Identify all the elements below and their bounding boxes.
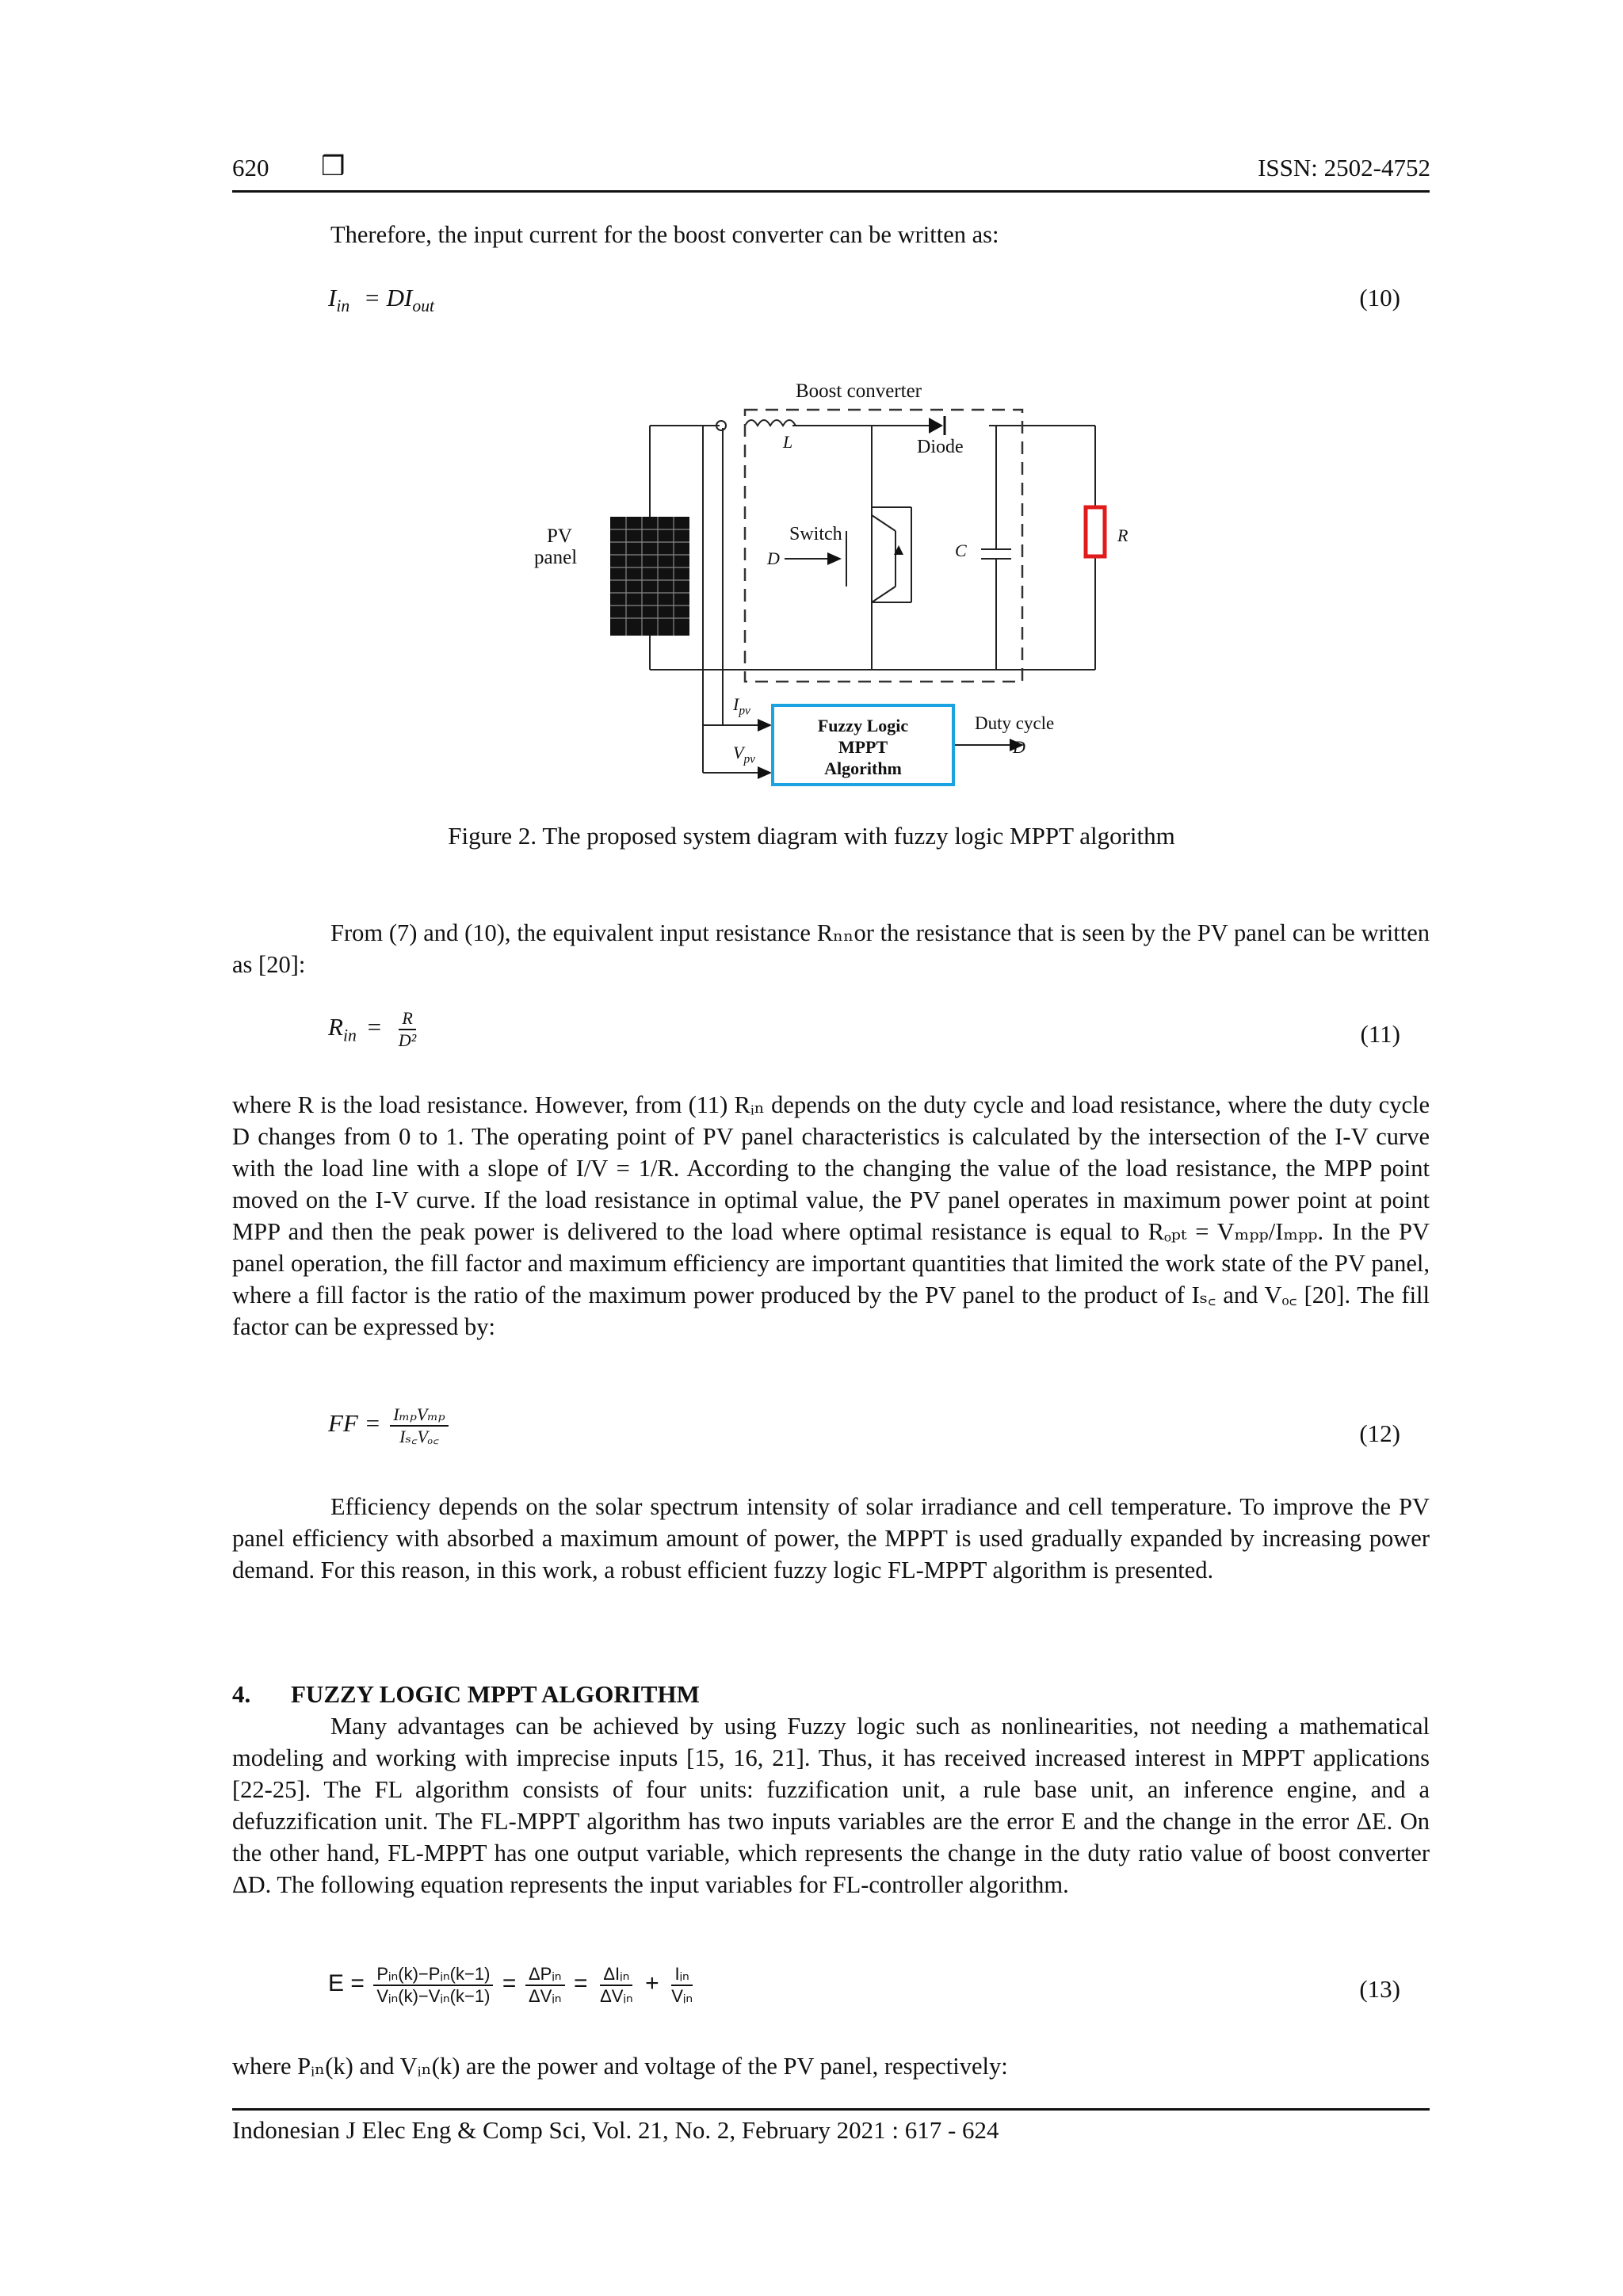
boost-converter-label: Boost converter <box>796 380 922 402</box>
section-title: FUZZY LOGIC MPPT ALGORITHM <box>291 1680 700 1708</box>
paragraph-rin: From (7) and (10), the equivalent input resistance Rₙₙor the resistance that is seen by the PV panel can be written as [20]: <box>232 919 1430 978</box>
figure-caption: Figure 2. The proposed system diagram with fuzzy logic MPPT algorithm <box>448 822 1175 850</box>
equation-11: $R_{in}$ = $\frac{R}{\text{D²}}$ <box>328 1008 417 1050</box>
pv-label: PV <box>547 525 572 547</box>
intro-line: Therefore, the input current for the boost converter can be written as: <box>330 221 999 248</box>
paragraph-main: where R is the load resistance. However, from (11) Rᵢₙ depends on the duty cycle and load resistance, where the duty cycle D changes from 0 to 1. The operating point of PV panel characteristics is calculated by the intersection of the I-V curve with the load line with a slope of I/V = 1/R. According to the changing the value of the load resistance, the MPP point moved on the I-V curve. If the load resistance in optimal value, the PV panel operates in maximum power point at point MPP and then the peak power is delivered to the load where optimal resistance is equal to Rₒₚₜ = Vₘₚₚ/Iₘₚₚ. In the PV panel operation, the fill factor and maximum efficiency are important quantities that limited the work state of the PV panel, where a fill factor is the ratio of the maximum power produced by the PV panel to the product of Iₛ꜀ and Vₒ꜀ [20]. The fill factor can be expressed by: <box>232 1091 1430 1340</box>
switch-d-label: D <box>767 548 780 568</box>
equation-12-number: (12) <box>1359 1419 1400 1447</box>
duty-d-label: D <box>1013 737 1025 757</box>
switch-label: Switch <box>789 524 842 544</box>
resistor-label: R <box>1117 525 1128 545</box>
paragraph-fuzzy: Many advantages can be achieved by using Fuzzy logic such as nonlinearities, not needing a mathematical modeling and working with imprecise inputs [15, 16, 21]. Thus, it has received increased interest in MPPT applications [22-25]. The FL algorithm consists of four units: fuzzification unit, a rule base unit, an inference engine, and a defuzzification unit. The FL-MPPT algorithm has two inputs variables are the error E and the change in the error ΔE. On the other hand, FL-MPPT has one output variable, which represents the change in the duty ratio value of boost converter ΔD. The following equation represents the input variables for FL-controller algorithm. <box>232 1713 1430 1898</box>
page-number: 620 <box>232 154 269 181</box>
paragraph-where: where Pᵢₙ(k) and Vᵢₙ(k) are the power and voltage of the PV panel, respectively: <box>232 2053 1008 2080</box>
duty-cycle-label: Duty cycle <box>975 713 1055 733</box>
paragraph-efficiency: Efficiency depends on the solar spectrum intensity of solar irradiance and cell temperature. To improve the PV panel efficiency with absorbed a maximum amount of power, the MPPT is used gradually expanded by increasing power demand. For this reason, in this work, a robust efficient fuzzy logic FL-MPPT algorithm is presented. <box>232 1493 1430 1584</box>
capacitor-label: C <box>955 541 967 560</box>
issn: ISSN: 2502-4752 <box>1258 154 1430 181</box>
inductor-label: L <box>783 432 793 452</box>
footer-rule <box>232 2108 1430 2111</box>
ipv-label: $I_{pv}$ <box>733 694 750 718</box>
equation-10: $I_{in} = DI_{out}$ <box>328 284 435 316</box>
diode-label: Diode <box>917 437 964 457</box>
equation-13: E = $\frac{\text{Pᵢₙ(k)−Pᵢₙ(k−1)}}{\text{Vᵢₙ(k)−Vᵢₙ(k−1)}}$ = $\frac{\text{ΔPᵢₙ}}{\text{ΔVᵢₙ}}$ = $\frac{\text{ΔIᵢₙ}}{\text{ΔVᵢₙ}}$ + $\frac{\text{Iᵢₙ}}{\text{Vᵢₙ}}$ <box>328 1964 693 2006</box>
equation-12: FF = $\frac{\text{IₘₚVₘₚ}}{\text{Iₛ꜀Vₒ꜀}}$ <box>328 1404 452 1447</box>
header-rule <box>232 190 1430 193</box>
footer-citation: Indonesian J Elec Eng & Comp Sci, Vol. 21, No. 2, February 2021 : 617 - 624 <box>232 2116 999 2144</box>
equation-13-number: (13) <box>1359 1975 1400 2003</box>
equation-11-number: (11) <box>1360 1020 1400 1048</box>
fuzzy-logic-box: Fuzzy Logic MPPT Algorithm <box>817 716 909 778</box>
panel-label: panel <box>534 547 578 568</box>
vpv-label: $V_{pv}$ <box>733 743 755 766</box>
equation-10-number: (10) <box>1359 284 1400 311</box>
square-icon: ❒ <box>321 152 346 181</box>
section-number: 4. <box>232 1680 251 1708</box>
